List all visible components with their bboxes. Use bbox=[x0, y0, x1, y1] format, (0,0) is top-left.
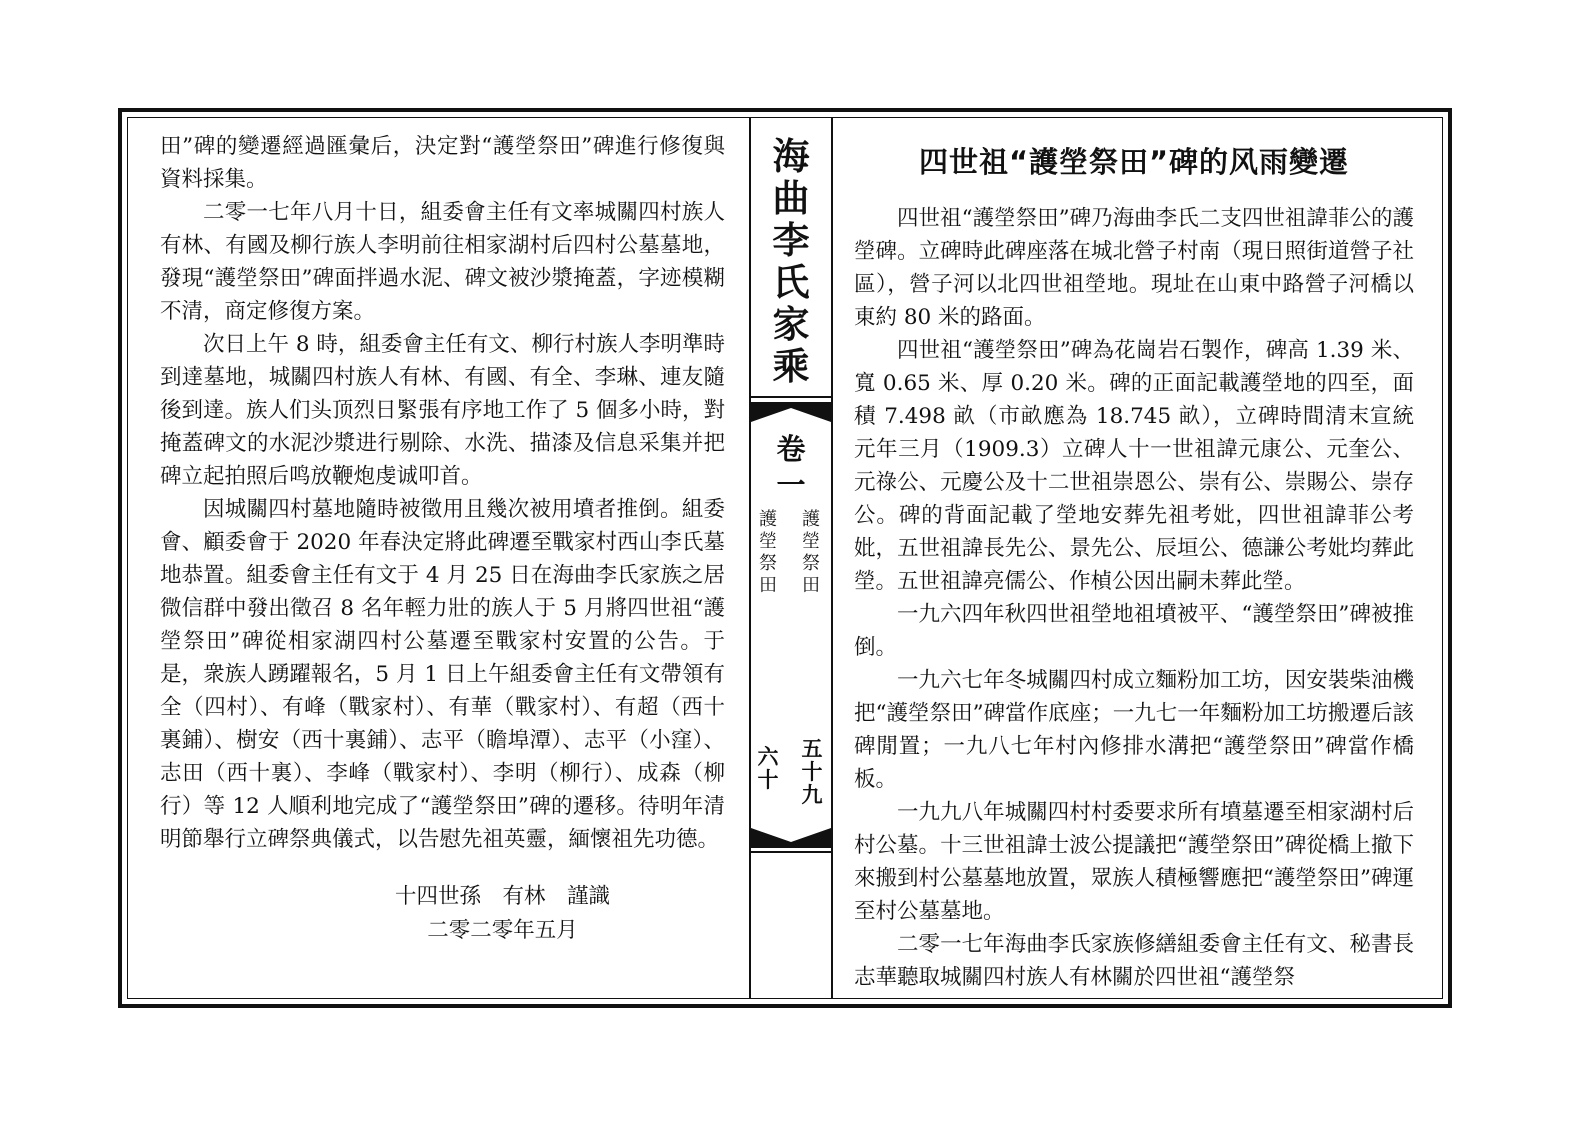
right-paragraph-1: 四世祖“護塋祭田”碑乃海曲李氏二支四世祖諱菲公的護塋碑。立碑時此碑座落在城北營子村南（現日照街道營子社區），營子河以北四世祖塋地。現址在山東中路營子河橋以東約 80 米的路面。 bbox=[854, 206, 1414, 330]
page-frame-outer bbox=[118, 108, 1452, 1008]
right-paragraph-2: 四世祖“護塋祭田”碑為花崗岩石製作，碑高 1.39 米、寬 0.65 米、厚 0.20 米。碑的正面記載護塋地的四至，面積 7.498 畝（市畝應為 18.745 畝），立碑時間清末宣統元年三月（1909.3）立碑人十一世祖諱元康公、元奎公、元祿公、元慶公及十二世祖崇恩公、崇有公、崇賜公、崇存公。碑的背面記載了塋地安葬先祖考妣，四世祖諱菲公考妣，五世祖諱長先公、景先公、辰垣公、德謙公考妣均葬此塋。五世祖諱亮儒公、作楨公因出嗣未葬此塋。 bbox=[854, 338, 1414, 594]
page-number-char: 十 bbox=[757, 768, 779, 792]
book-title bbox=[746, 136, 836, 388]
article-title: 四世祖“護塋祭田”碑的风雨變遷 bbox=[918, 145, 1350, 179]
section-char: 塋 bbox=[759, 531, 777, 552]
right-page bbox=[854, 130, 1414, 994]
page-number-char: 五 bbox=[801, 737, 823, 761]
signature-date: 二零二零年五月 bbox=[427, 918, 578, 943]
book-title-char: 海 bbox=[772, 135, 810, 178]
right-paragraph-6: 二零一七年海曲李氏家族修繕組委會主任有文、秘書長志華聽取城關四村族人有林關於四世祖“護塋祭 bbox=[854, 932, 1414, 990]
book-title-char: 氏 bbox=[772, 261, 810, 304]
section-char: 祭 bbox=[759, 553, 777, 574]
section-char: 祭 bbox=[802, 553, 820, 574]
spine-divider-lower bbox=[750, 851, 832, 853]
left-paragraph-2: 二零一七年八月十日，組委會主任有文率城關四村族人有林、有國及柳行族人李明前往相家湖村后四村公墓墓地，發現“護塋祭田”碑面拌過水泥、碑文被沙漿掩蓋，字迹模糊不清，商定修復方案。 bbox=[160, 200, 725, 324]
volume-label bbox=[746, 431, 836, 503]
center-spine bbox=[746, 118, 836, 998]
page-number-char: 六 bbox=[757, 745, 779, 769]
right-paragraph-3: 一九六四年秋四世祖塋地祖墳被平、“護塋祭田”碑被推倒。 bbox=[854, 602, 1414, 660]
left-paragraph-1: 田”碑的變遷經過匯彙后，決定對“護塋祭田”碑進行修復與資料採集。 bbox=[160, 134, 725, 192]
signature-author: 十四世孫 有林 謹識 bbox=[394, 884, 610, 909]
right-paragraph-4: 一九六七年冬城關四村成立麵粉加工坊，因安裝柴油機把“護塋祭田”碑當作底座；一九七一年麵粉加工坊搬遷后該碑閒置；一九八七年村內修排水溝把“護塋祭田”碑當作橋板。 bbox=[854, 668, 1414, 792]
right-paragraph-5: 一九九八年城關四村村委要求所有墳墓遷至相家湖村后村公墓。十三世祖諱士波公提議把“護塋祭田”碑從橋上撤下來搬到村公墓墓地放置，眾族人積極響應把“護塋祭田”碑運至村公墓墓地。 bbox=[854, 800, 1414, 924]
section-title-right bbox=[799, 509, 823, 597]
left-page bbox=[160, 130, 725, 948]
page-frame-inner bbox=[127, 117, 1443, 999]
left-paragraph-4: 因城關四村墓地隨時被徵用且幾次被用墳者推倒。組委會、顧委會于 2020 年春決定將此碑遷至戰家村西山李氏墓地恭置。組委會主任有文于 4 月 25 日在海曲李氏家族之居微信群中發出徵召 8 名年輕力壯的族人于 5 月將四世祖“護塋祭田”碑從相家湖四村公墓遷至戰家村安置的公告。于是，衆族人踴躍報名，5 月 1 日上午組委會主任有文帶領有全（四村）、有峰（戰家村）、有華（戰家村）、有超（西十裏鋪）、樹安（西十裏鋪）、志平（瞻埠潭）、志平（小窪）、志田（西十裏）、李峰（戰家村）、李明（柳行）、成森（柳行）等 12 人順利地完成了“護塋祭田”碑的遷移。待明年清明節舉行立碑祭典儀式，以告慰先祖英靈，緬懷祖先功德。 bbox=[160, 497, 725, 852]
section-char: 田 bbox=[802, 575, 820, 596]
fishtail-upper-icon bbox=[751, 402, 831, 424]
volume-char: 卷 bbox=[776, 432, 806, 466]
section-char: 護 bbox=[802, 509, 820, 530]
book-title-char: 乘 bbox=[772, 345, 810, 388]
page-number-char: 九 bbox=[801, 783, 823, 807]
book-title-char: 家 bbox=[772, 303, 810, 346]
section-title-left bbox=[756, 509, 780, 597]
page-number-right bbox=[799, 738, 825, 807]
page-number-left bbox=[755, 746, 781, 792]
left-paragraph-3: 次日上午 8 時，組委會主任有文、柳行村族人李明準時到達墓地，城關四村族人有林、有國、有全、李琳、連友隨後到達。族人们头顶烈日緊張有序地工作了 5 個多小時，對掩蓋碑文的水泥沙漿进行剔除、水洗、描漆及信息采集并把碑立起拍照后鸣放鞭炮虔诚叩首。 bbox=[160, 332, 725, 489]
section-char: 護 bbox=[759, 509, 777, 530]
book-title-char: 曲 bbox=[772, 177, 810, 220]
fishtail-lower-icon bbox=[751, 826, 831, 848]
spine-divider-upper bbox=[750, 396, 832, 398]
signature bbox=[160, 880, 725, 948]
section-char: 塋 bbox=[802, 531, 820, 552]
volume-char: 一 bbox=[776, 468, 806, 502]
book-title-char: 李 bbox=[772, 219, 810, 262]
section-char: 田 bbox=[759, 575, 777, 596]
page-number-char: 十 bbox=[801, 760, 823, 784]
